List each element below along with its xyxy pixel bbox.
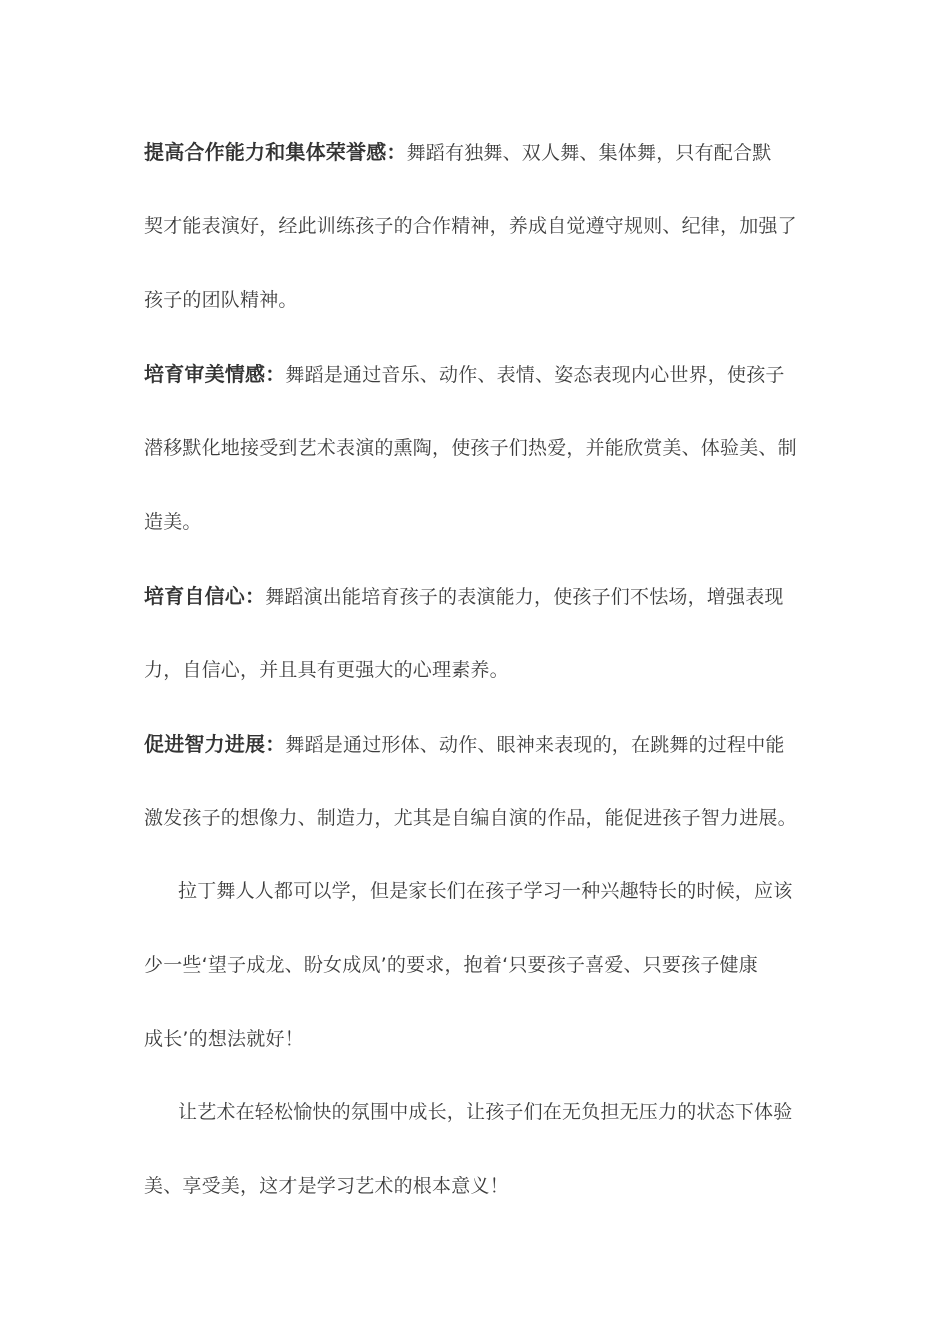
- section-text: 舞蹈是通过音乐、动作、表情、姿态表现内心世界，使孩子: [285, 364, 785, 386]
- section-heading: 培育审美情感：: [144, 362, 286, 386]
- paragraph-line: 让艺术在轻松愉快的氛围中成长，让孩子们在无负担无压力的状态下体验: [178, 1101, 793, 1123]
- section-first-line: [144, 355, 804, 429]
- paragraph-line: 美、享受美，这才是学习艺术的根本意义！: [144, 1175, 509, 1197]
- section-text-line: 力，自信心，并且具有更强大的心理素养。: [144, 659, 509, 681]
- section-text-line: 契才能表演好，经此训练孩子的合作精神，养成自觉遵守规则、纪律，加强了: [144, 215, 797, 237]
- paragraph-latin-dance: [144, 872, 804, 1093]
- section-confidence: [144, 577, 804, 725]
- section-text-line: 激发孩子的想像力、制造力，尤其是自编自演的作品，能促进孩子智力进展。: [144, 807, 797, 829]
- section-text: 舞蹈是通过形体、动作、眼神来表现的，在跳舞的过程中能: [285, 734, 785, 756]
- paragraph-art-meaning: [144, 1093, 804, 1241]
- section-cooperation: [144, 133, 804, 355]
- section-aesthetics: [144, 355, 804, 577]
- paragraph-line: 少一些‘望子成龙、盼女成凤’的要求，抱着‘只要孩子喜爱、只要孩子健康: [144, 954, 758, 976]
- section-text-line: 造美。: [144, 511, 202, 533]
- section-heading: 培育自信心：: [144, 584, 266, 608]
- section-first-line: [144, 133, 804, 207]
- document-body: [144, 133, 804, 1241]
- section-intelligence: [144, 725, 804, 872]
- section-text: 舞蹈有独舞、双人舞、集体舞，只有配合默: [406, 142, 772, 164]
- section-first-line: [144, 577, 804, 651]
- section-first-line: [144, 725, 804, 799]
- section-heading: 促进智力进展：: [144, 732, 286, 756]
- section-text: 舞蹈演出能培育孩子的表演能力，使孩子们不怯场，增强表现: [265, 586, 784, 608]
- section-text-line: 潜移默化地接受到艺术表演的熏陶，使孩子们热爱，并能欣赏美、体验美、制: [144, 437, 797, 459]
- paragraph-line: 拉丁舞人人都可以学，但是家长们在孩子学习一种兴趣特长的时候，应该: [178, 880, 793, 902]
- section-heading: 提高合作能力和集体荣誉感：: [144, 140, 407, 164]
- paragraph-line: 成长’的想法就好！: [144, 1028, 304, 1050]
- section-text-line: 孩子的团队精神。: [144, 289, 298, 311]
